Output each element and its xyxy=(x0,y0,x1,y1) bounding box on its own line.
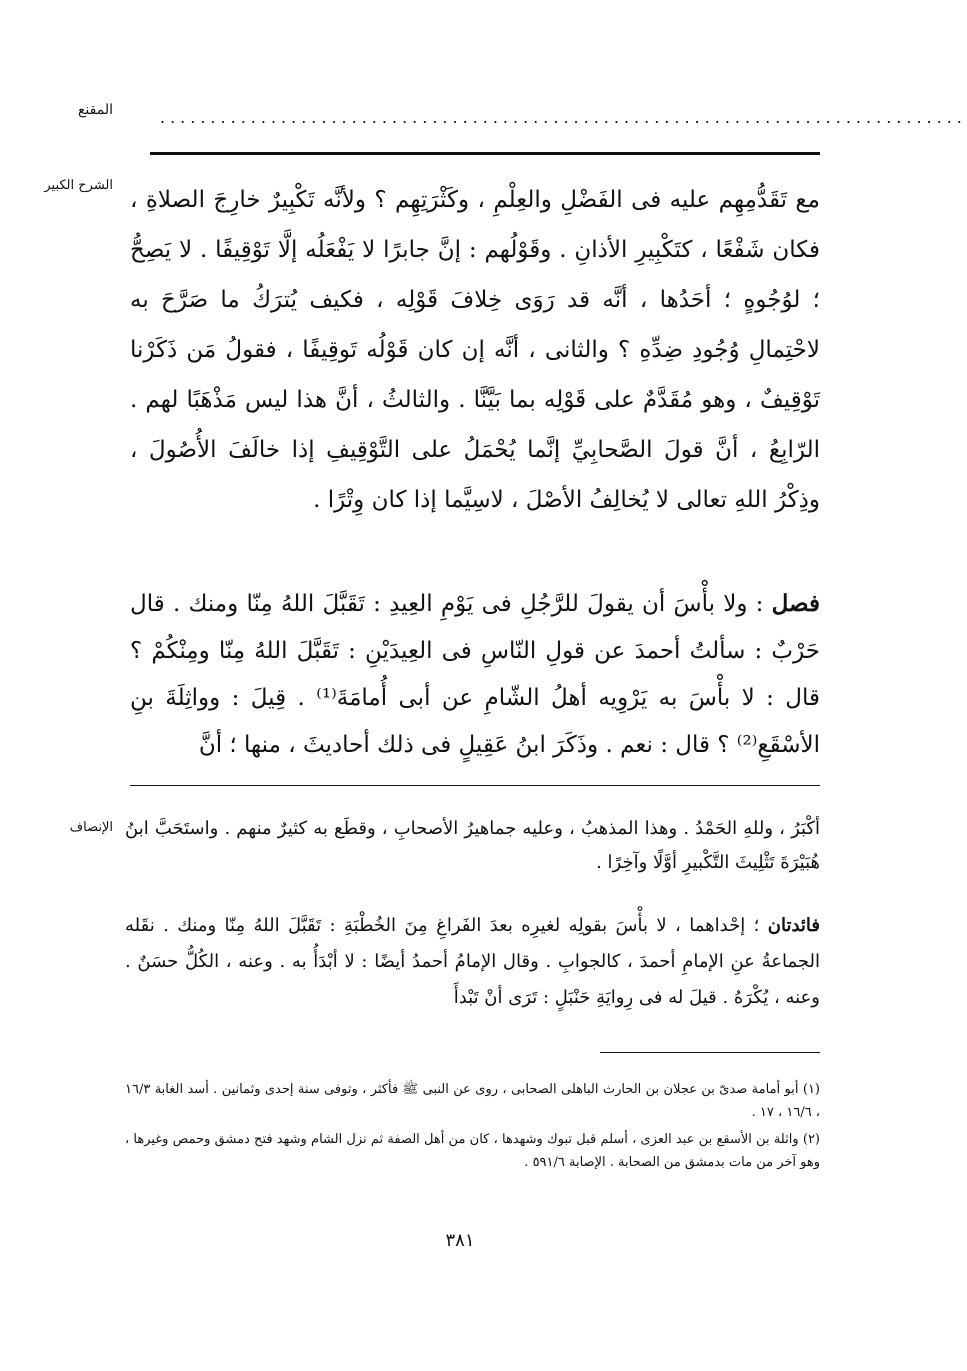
faida-heading: فائدتان xyxy=(767,915,820,936)
main-commentary-text: مع تَقَدُّمِهِم عليه فى الفَضْلِ والعِلْمِ ، وكَثْرَتِهِم ؟ ولأنَّه تَكْبِيرٌ خارِجَ الصلاةِ ، فكان شَفْعًا ، كتَكْبِيرِ الأذانِ . وقَوْلُهم : إنَّ جابرًا لا يَفْعَلُه إلَّا تَوْقِيفًا . لا يَصِحُّ ؛ لوُجُوهٍ ؛ أحَدُها ، أنَّه قد رَوَى خِلافَ قَوْلِه ، فكيف يُترَكُ ما صَرَّحَ به لاحْتِمالِ وُجُودِ ضِدِّهِ ؟ والثانى ، أنَّه إن كان قَوْلُه تَوقِيفًا ، فقولُ مَن ذَكَرْنا تَوْقِيفٌ ، وهو مُقَدَّمٌ على قَوْلِه بما بَيَّنَّا . والثالثُ ، أنَّ هذا ليس مَذْهَبًا لهم . الرّابِعُ ، أنَّ قولَ الصَّحابِيِّ إنَّما يُحْمَلُ على التَّوْقِيفِ إذا خالَفَ الأُصُولَ ، وذِكْرُ اللهِ تعالى لا يُخالِفُ الأصْلَ ، لاسِيَّما إذا كان وِتْرًا . xyxy=(130,187,820,513)
running-header-book-title: المقنع xyxy=(77,102,113,118)
header-dotted-rule: ................................................................................ xyxy=(160,108,967,127)
side-label-insaf: الإنصاف xyxy=(69,820,113,835)
page-number: ٣٨١ xyxy=(445,1230,475,1251)
footnote-rule xyxy=(600,1052,820,1053)
footnote-1: (١) أبو أمامة صدىّ بن عجلان بن الحارث الباهلى الصحابى ، روى عن النبى ﷺ فأكثر ، وتوفى سنة إحدى وثمانين . أسد الغابة ١٦/٣ ، ١٦/٦ ، ١٧ . xyxy=(125,1082,820,1120)
fasl-heading: فصل xyxy=(771,590,820,617)
insaf-text: أكْبَرُ ، وللهِ الحَمْدُ . وهذا المذهبُ ، وعليه جماهيرُ الأصحابِ ، وقطَع به كثيرٌ منهم . واستَحَبَّ ابنُ هُبَيْرَةَ تَثْلِيثَ التَّكْبيرِ أوَّلًا وآخِرًا . xyxy=(125,818,820,873)
fasl-text: : ولا بأْسَ أن يقولَ للرَّجُلِ فى يَوْمِ العِيدِ : تَقَبَّلَ اللهُ مِنّا ومنك . قال حَرْبٌ : سألتُ أحمدَ عن قولِ النّاسِ فى العِيدَيْنِ : تَقَبَّلَ اللهُ مِنّا ومِنْكُمْ ؟ قال : لا بأْسَ به يَرْوِيه أهلُ الشّامِ عن أبى أُمامَةَ⁽¹⁾ . قِيلَ : وواثِلَةَ بنِ الأسْقَعِ⁽²⁾ ؟ قال : نعم . وذَكَرَ ابنُ عَقِيلٍ فى ذلك أحاديثَ ، منها ؛ أنَّ xyxy=(130,591,820,758)
fasl-paragraph xyxy=(130,580,820,769)
side-label-sharh: الشرح الكبير xyxy=(44,178,113,193)
section-divider xyxy=(130,785,820,786)
faida-paragraph xyxy=(125,908,820,1016)
footnotes xyxy=(125,1078,820,1178)
footnote-2: (٢) واثلة بن الأسقع بن عبد العزى ، أسلم قبل تبوك وشهدها ، كان من أهل الصفة ثم نزل الشام وشهد فتح دمشق وحمص وغيرها ، وهو آخر من مات بدمشق من الصحابة . الإصابة ٥٩١/٦ . xyxy=(125,1132,820,1170)
header-rule xyxy=(150,152,820,155)
faida-text: ؛ إحْداهما ، لا بأْسَ بقولِه لغيرِه بعدَ الفَراغِ مِنَ الخُطْبَةِ : تَقَبَّلَ اللهُ مِنّا ومنك . نقَله الجماعةُ عنِ الإمامِ أحمدَ ، كالجوابِ . وقال الإمامُ أحمدُ أيضًا : لا أبْدَأُ به . وعنه ، الكُلُّ حسَنٌ . وعنه ، يُكْرَهُ . قيلَ له فى رِوايَةِ حَنْبَلٍ : تَرَى أنْ تَبْدأَ xyxy=(125,915,820,1008)
